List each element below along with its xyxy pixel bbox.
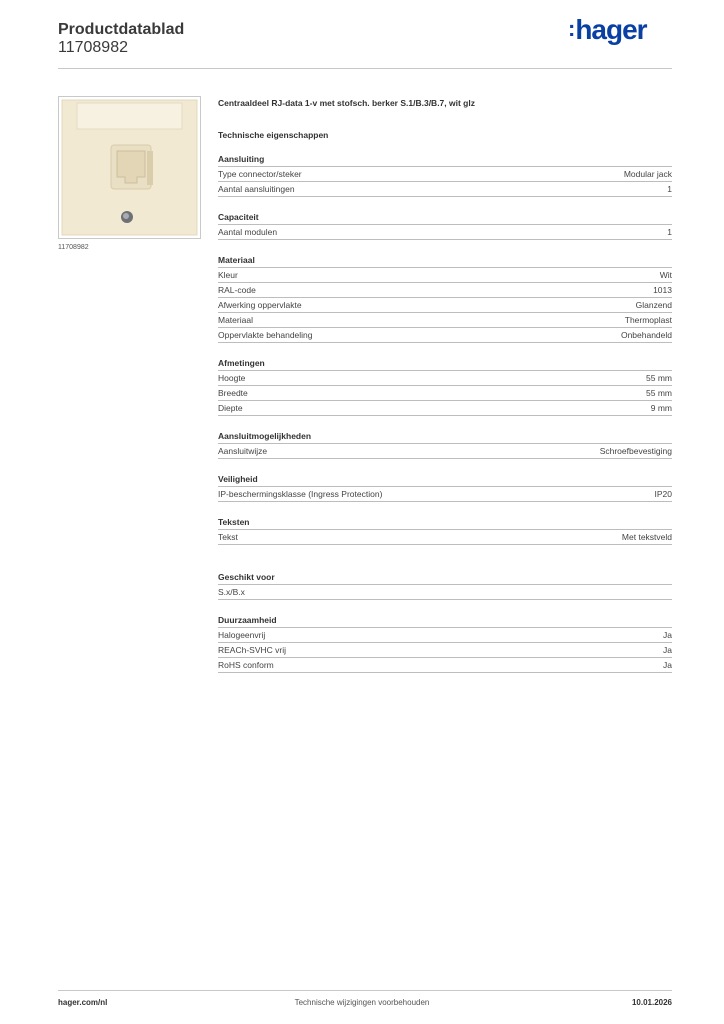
footer-date: 10.01.2026: [631, 998, 672, 1007]
spec-label: Aantal aansluitingen: [218, 184, 295, 194]
spec-value: 1013: [653, 285, 672, 295]
spec-label: Tekst: [218, 532, 238, 542]
section-title: Teksten: [218, 515, 672, 530]
section-title: Afmetingen: [218, 356, 672, 371]
spec-row: [218, 628, 672, 643]
footer-notice: Technische wijzigingen voorbehouden: [294, 998, 430, 1007]
section-duurzaamheid: [218, 613, 672, 673]
section-geschikt-voor: [218, 570, 672, 600]
spec-value: Glanzend: [635, 300, 672, 310]
section-title: Duurzaamheid: [218, 613, 672, 628]
spec-label: S.x/B.x: [218, 587, 245, 597]
spec-label: Afwerking oppervlakte: [218, 300, 302, 310]
spec-label: Oppervlakte behandeling: [218, 330, 313, 340]
spec-label: RoHS conform: [218, 660, 274, 670]
image-caption: 11708982: [58, 244, 89, 251]
section-teksten: [218, 515, 672, 545]
section-materiaal: [218, 253, 672, 343]
spec-row: [218, 658, 672, 673]
document-title: Productdatablad: [58, 21, 185, 38]
footer-website-link[interactable]: hager.com/nl: [58, 998, 108, 1007]
footer-divider: [58, 990, 672, 991]
logo-dots-icon: :: [568, 16, 575, 41]
section-title: Veiligheid: [218, 472, 672, 487]
spec-value: IP20: [654, 489, 672, 499]
product-details: [218, 96, 672, 673]
spec-row: [218, 530, 672, 545]
section-title: Capaciteit: [218, 210, 672, 225]
spec-row: [218, 298, 672, 313]
section-title: Aansluitmogelijkheden: [218, 429, 672, 444]
spec-value: Thermoplast: [624, 315, 672, 325]
section-afmetingen: [218, 356, 672, 416]
section-title: Materiaal: [218, 253, 672, 268]
spec-value: Onbehandeld: [620, 330, 672, 340]
spec-value: Modular jack: [623, 169, 672, 179]
spec-row: [218, 167, 672, 182]
spec-label: Hoogte: [218, 373, 246, 383]
spec-value: Wit: [659, 270, 672, 280]
header-divider: [58, 68, 672, 69]
spec-row: [218, 371, 672, 386]
spec-label: REACh-SVHC vrij: [218, 645, 287, 655]
technical-properties-heading: Technische eigenschappen: [218, 130, 329, 140]
spec-label: Kleur: [218, 270, 238, 280]
spec-value: 55 mm: [646, 388, 672, 398]
spec-row: [218, 268, 672, 283]
spec-value: Ja: [663, 645, 672, 655]
spec-value: 55 mm: [646, 373, 672, 383]
spec-label: Aansluitwijze: [218, 446, 268, 456]
spec-value: 1: [667, 184, 672, 194]
spec-label: RAL-code: [218, 285, 256, 295]
spec-row: [218, 328, 672, 343]
section-aansluitmogelijkheden: [218, 429, 672, 459]
product-image: [58, 96, 201, 239]
product-name: Centraaldeel RJ-data 1-v met stofsch. berker S.1/B.3/B.7, wit glz: [218, 98, 475, 108]
spec-label: Materiaal: [218, 315, 253, 325]
spec-label: Aantal modulen: [218, 227, 278, 237]
logo-text: hager: [575, 14, 647, 45]
section-title: Geschikt voor: [218, 570, 672, 585]
spec-row: [218, 386, 672, 401]
spec-row: [218, 643, 672, 658]
spec-label: Diepte: [218, 403, 243, 413]
section-title: Aansluiting: [218, 152, 672, 167]
section-aansluiting: [218, 152, 672, 197]
product-plate-icon: [59, 97, 200, 238]
spec-row: [218, 585, 672, 600]
section-veiligheid: [218, 472, 672, 502]
spec-label: IP-beschermingsklasse (Ingress Protection): [218, 489, 383, 499]
spec-row: [218, 225, 672, 240]
spec-value: Ja: [663, 630, 672, 640]
section-capaciteit: [218, 210, 672, 240]
spec-value: Schroefbevestiging: [599, 446, 672, 456]
spec-row: [218, 444, 672, 459]
hager-logo: [568, 14, 647, 46]
spec-value: Ja: [663, 660, 672, 670]
article-number: 11708982: [58, 39, 128, 56]
spec-row: [218, 283, 672, 298]
spec-label: Breedte: [218, 388, 248, 398]
spec-value: 9 mm: [650, 403, 672, 413]
spec-row: [218, 313, 672, 328]
spec-value: 1: [667, 227, 672, 237]
spec-row: [218, 401, 672, 416]
spec-label: Halogeenvrij: [218, 630, 266, 640]
spec-label: Type connector/steker: [218, 169, 302, 179]
spec-row: [218, 487, 672, 502]
spec-row: [218, 182, 672, 197]
spec-value: Met tekstveld: [621, 532, 672, 542]
